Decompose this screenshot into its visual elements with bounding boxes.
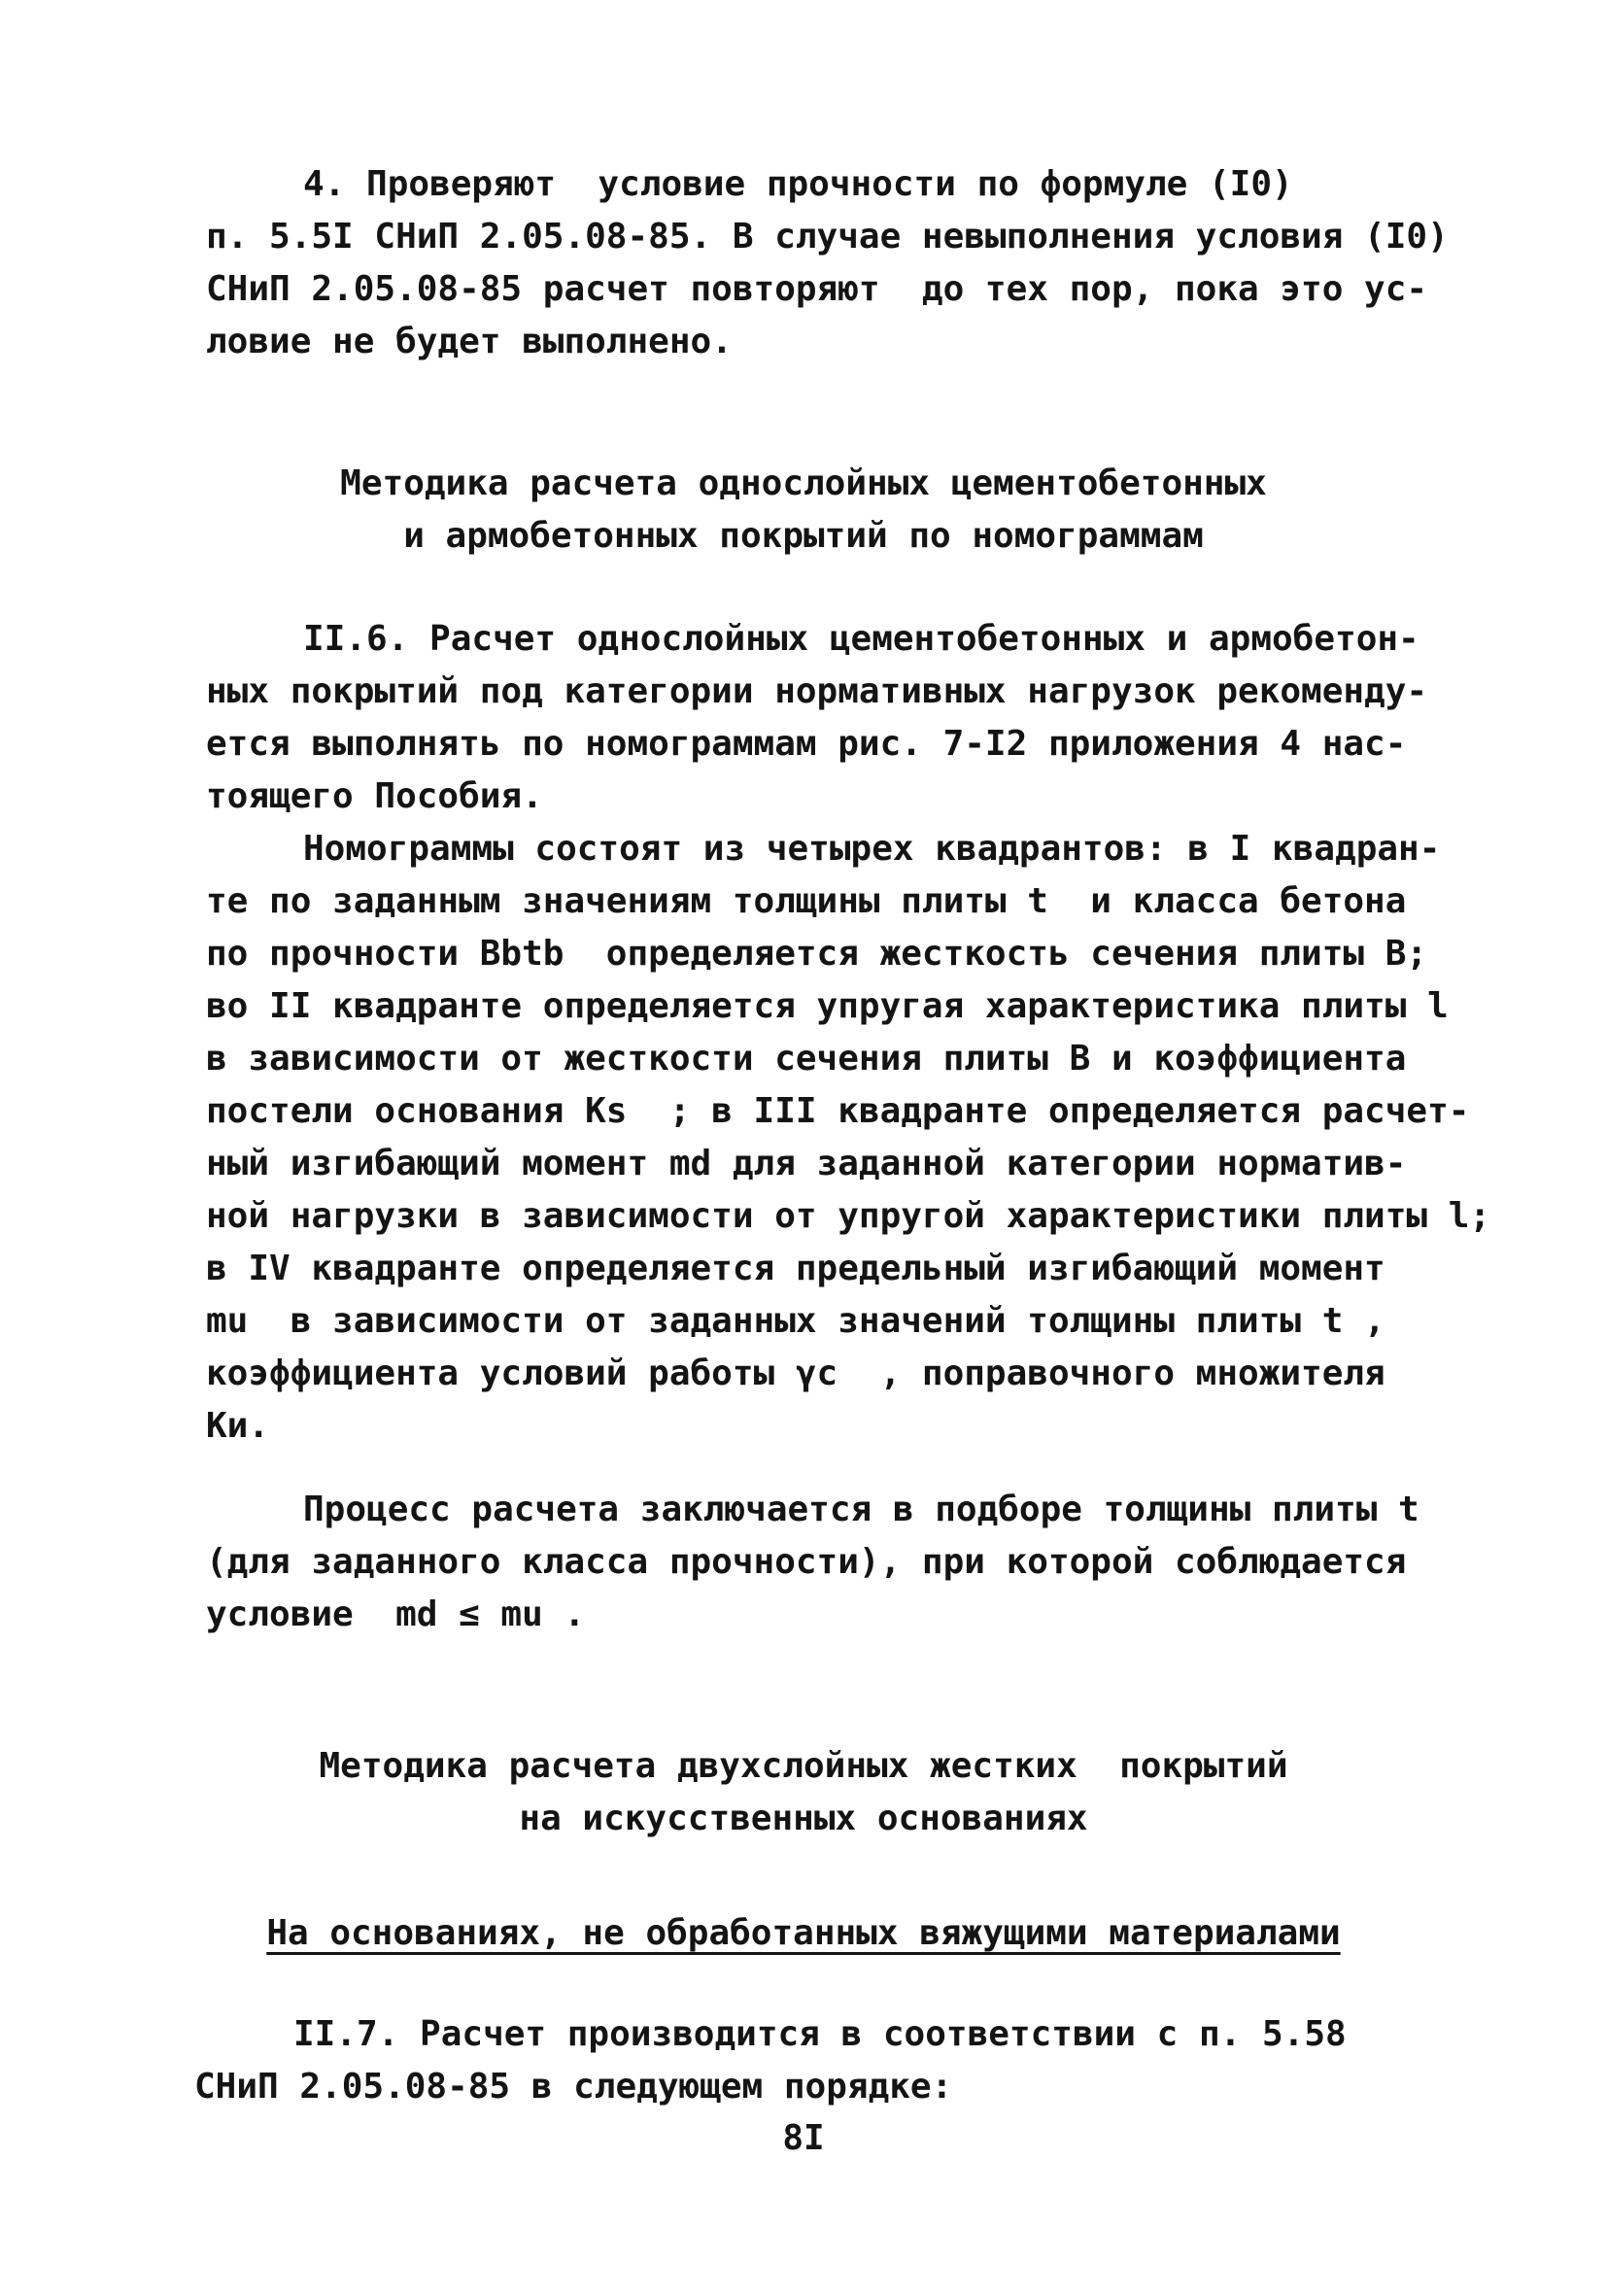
text-line: п. 5.5I СНиП 2.05.08-85. В случае невыполнения условия (I0) xyxy=(206,217,1449,257)
text-line: mu в зависимости от заданных значений толщины плиты t , xyxy=(206,1301,1385,1341)
heading-line: на искусственных основаниях xyxy=(519,1799,1088,1838)
subheading: На основаниях, не обработанных вяжущими материалами xyxy=(266,1913,1341,1953)
page-number: 8I xyxy=(782,2118,825,2158)
text-line: ных покрытий под категории нормативных нагрузок рекоменду- xyxy=(206,671,1428,711)
text-line: ется выполнять по номограммам рис. 7-I2 приложения 4 нас- xyxy=(206,724,1407,764)
text-line: по прочности Bbtb определяется жесткость сечения плиты B; xyxy=(206,934,1428,974)
text-line: условие md ≤ mu . xyxy=(206,1594,586,1634)
text-line: постели основания Ks ; в III квадранте определяется расчет- xyxy=(206,1091,1470,1131)
text-line: Номограммы состоят из четырех квадрантов: в I квадран- xyxy=(303,829,1441,869)
heading-line: и армобетонных покрытий по номограммам xyxy=(403,516,1204,556)
text-line: ловие не будет выполнено. xyxy=(206,322,733,361)
text-line: во II квадранте определяется упругая характеристика плиты l xyxy=(206,986,1449,1026)
text-line: II.6. Расчет однослойных цементобетонных и армобетон- xyxy=(303,619,1419,659)
text-line: 4. Проверяют условие прочности по формуле (I0) xyxy=(303,164,1293,204)
text-line: в зависимости от жесткости сечения плиты B и коэффициента xyxy=(206,1039,1407,1079)
heading-line: Методика расчета однослойных цементобетонных xyxy=(340,463,1267,503)
text-line: Процесс расчета заключается в подборе толщины плиты t xyxy=(303,1490,1419,1529)
text-line: ной нагрузки в зависимости от упругой характеристики плиты l; xyxy=(206,1196,1491,1236)
heading-line: Методика расчета двухслойных жестких покрытий xyxy=(319,1746,1288,1786)
text-line: тоящего Пособия. xyxy=(206,776,543,816)
text-line: II.7. Расчет производится в соответствии с п. 5.58 xyxy=(293,2014,1347,2054)
text-line: в IV квадранте определяется предельный изгибающий момент xyxy=(206,1249,1385,1288)
text-line: те по заданным значениям толщины плиты t и класса бетона xyxy=(206,881,1407,921)
text-line: коэффициента условий работы γc , поправочного множителя xyxy=(206,1354,1385,1393)
text-line: СНиП 2.05.08-85 расчет повторяют до тех пор, пока это ус- xyxy=(206,269,1428,309)
text-line: ный изгибающий момент md для заданной категории норматив- xyxy=(206,1144,1407,1183)
text-line: СНиП 2.05.08-85 в следующем порядке: xyxy=(194,2067,953,2107)
text-line: (для заданного класса прочности), при которой соблюдается xyxy=(206,1542,1407,1582)
text-line: Kи. xyxy=(206,1406,270,1446)
